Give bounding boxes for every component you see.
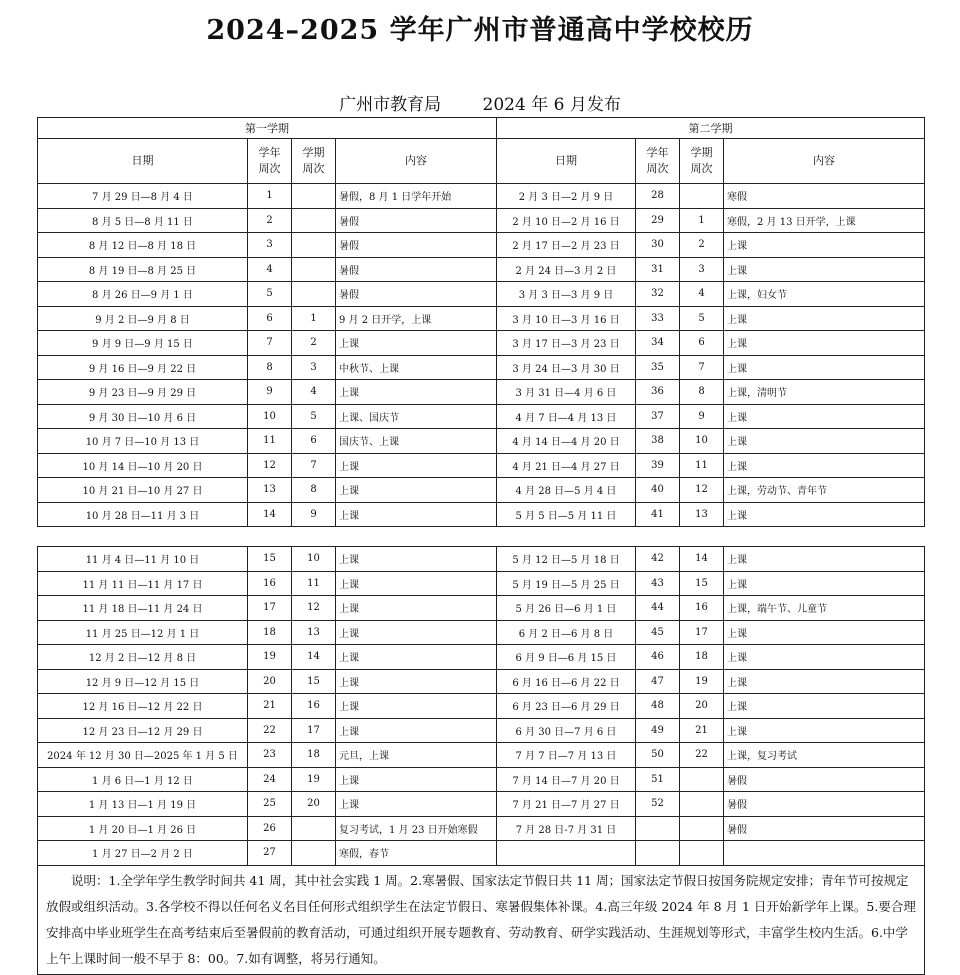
s1-date-cell: 10 月 28 日—11 月 3 日 (38, 502, 248, 527)
s1-content-cell: 暑假 (336, 233, 497, 258)
s2-content-cell: 上课 (724, 331, 925, 356)
s1-term-week-cell: 12 (292, 596, 336, 621)
s1-content-cell: 上课 (336, 792, 497, 817)
s1-term-week-cell: 5 (292, 404, 336, 429)
s1-content-cell: 暑假，8 月 1 日学年开始 (336, 184, 497, 209)
s2-year-week-cell: 51 (636, 767, 680, 792)
s1-year-week-cell: 26 (248, 816, 292, 841)
s2-date-cell: 6 月 30 日—7 月 6 日 (497, 718, 636, 743)
s2-year-week-cell (636, 816, 680, 841)
s2-year-week-cell: 31 (636, 257, 680, 282)
s2-content-cell: 上课 (724, 453, 925, 478)
table-row (38, 355, 925, 380)
s1-term-week-cell: 11 (292, 571, 336, 596)
s2-date-cell: 3 月 24 日—3 月 30 日 (497, 355, 636, 380)
s2-date-cell: 2 月 10 日—2 月 16 日 (497, 208, 636, 233)
s1-date-cell: 9 月 16 日—9 月 22 日 (38, 355, 248, 380)
s2-content-cell (724, 841, 925, 866)
s1-date-cell: 11 月 18 日—11 月 24 日 (38, 596, 248, 621)
s2-date-cell: 4 月 14 日—4 月 20 日 (497, 429, 636, 454)
s2-content-cell: 暑假 (724, 792, 925, 817)
s2-year-week-cell: 44 (636, 596, 680, 621)
s2-content-cell: 上课 (724, 257, 925, 282)
s1-year-week-cell: 7 (248, 331, 292, 356)
s2-date-cell: 2 月 17 日—2 月 23 日 (497, 233, 636, 258)
s2-content-cell: 上课 (724, 306, 925, 331)
s2-date-cell: 3 月 10 日—3 月 16 日 (497, 306, 636, 331)
s2-year-week-cell: 33 (636, 306, 680, 331)
semester-1-header: 第一学期 (38, 118, 497, 139)
s1-term-week-cell: 1 (292, 306, 336, 331)
s1-year-week-cell: 27 (248, 841, 292, 866)
s1-term-week-cell (292, 184, 336, 209)
s1-term-week-cell: 7 (292, 453, 336, 478)
s1-year-week-cell: 10 (248, 404, 292, 429)
s1-content-cell: 上课 (336, 331, 497, 356)
s1-year-week-cell: 17 (248, 596, 292, 621)
s1-content-cell: 上课 (336, 478, 497, 503)
s1-content-cell: 上课 (336, 645, 497, 670)
s1-year-week-cell: 18 (248, 620, 292, 645)
s2-term-week-cell: 19 (680, 669, 724, 694)
s2-term-week-cell (680, 792, 724, 817)
s1-term-week-cell: 6 (292, 429, 336, 454)
s2-term-week-cell (680, 816, 724, 841)
s2-date-cell (497, 841, 636, 866)
s1-content-cell: 上课 (336, 596, 497, 621)
s2-date-cell: 5 月 12 日—5 月 18 日 (497, 547, 636, 572)
s1-year-week-cell: 13 (248, 478, 292, 503)
s1-content-cell: 上课 (336, 718, 497, 743)
s2-content-cell: 上课 (724, 355, 925, 380)
s2-year-week-cell: 43 (636, 571, 680, 596)
s1-date-cell: 12 月 2 日—12 月 8 日 (38, 645, 248, 670)
s1-date-cell: 2024 年 12 月 30 日—2025 年 1 月 5 日 (38, 743, 248, 768)
s2-year-week-cell: 34 (636, 331, 680, 356)
s2-content-cell: 上课 (724, 718, 925, 743)
s1-year-week-cell: 16 (248, 571, 292, 596)
table-row (38, 502, 925, 527)
s2-date-cell: 6 月 9 日—6 月 15 日 (497, 645, 636, 670)
s1-year-week-cell: 5 (248, 282, 292, 307)
s2-term-week-cell: 1 (680, 208, 724, 233)
s1-year-week-cell: 15 (248, 547, 292, 572)
s2-content-cell: 上课 (724, 547, 925, 572)
s1-date-cell: 11 月 25 日—12 月 1 日 (38, 620, 248, 645)
s2-date-cell: 6 月 23 日—6 月 29 日 (497, 694, 636, 719)
s2-year-week-cell: 37 (636, 404, 680, 429)
s2-term-week-cell: 6 (680, 331, 724, 356)
s1-date-cell: 9 月 9 日—9 月 15 日 (38, 331, 248, 356)
col-year-week: 学年 周次 (248, 139, 292, 184)
s2-year-week-cell: 30 (636, 233, 680, 258)
s2-date-cell: 3 月 3 日—3 月 9 日 (497, 282, 636, 307)
s2-content-cell: 上课 (724, 669, 925, 694)
s1-term-week-cell: 9 (292, 502, 336, 527)
table-row (38, 743, 925, 768)
s1-content-cell: 上课 (336, 767, 497, 792)
s2-term-week-cell: 11 (680, 453, 724, 478)
s2-year-week-cell: 29 (636, 208, 680, 233)
s2-term-week-cell: 10 (680, 429, 724, 454)
s1-content-cell: 寒假，春节 (336, 841, 497, 866)
s2-term-week-cell: 15 (680, 571, 724, 596)
table-row (38, 669, 925, 694)
table-row (38, 453, 925, 478)
s1-date-cell: 1 月 6 日—1 月 12 日 (38, 767, 248, 792)
calendar-table-part1 (37, 117, 925, 527)
s2-term-week-cell: 7 (680, 355, 724, 380)
s2-content-cell: 暑假 (724, 816, 925, 841)
s2-year-week-cell: 28 (636, 184, 680, 209)
table-row (38, 718, 925, 743)
s1-year-week-cell: 1 (248, 184, 292, 209)
s1-term-week-cell: 3 (292, 355, 336, 380)
table-row (38, 233, 925, 258)
s1-date-cell: 8 月 5 日—8 月 11 日 (38, 208, 248, 233)
s2-year-week-cell: 41 (636, 502, 680, 527)
s2-date-cell: 5 月 26 日—6 月 1 日 (497, 596, 636, 621)
s2-date-cell: 6 月 16 日—6 月 22 日 (497, 669, 636, 694)
s1-content-cell: 上课 (336, 502, 497, 527)
s1-year-week-cell: 24 (248, 767, 292, 792)
table-row (38, 596, 925, 621)
s1-content-cell: 上课 (336, 571, 497, 596)
table-row (38, 571, 925, 596)
table-row (38, 306, 925, 331)
table-row (38, 816, 925, 841)
s1-content-cell: 暑假 (336, 282, 497, 307)
s1-date-cell: 1 月 20 日—1 月 26 日 (38, 816, 248, 841)
s1-date-cell: 8 月 26 日—9 月 1 日 (38, 282, 248, 307)
s1-year-week-cell: 23 (248, 743, 292, 768)
s2-date-cell: 5 月 19 日—5 月 25 日 (497, 571, 636, 596)
s1-year-week-cell: 4 (248, 257, 292, 282)
s1-date-cell: 8 月 19 日—8 月 25 日 (38, 257, 248, 282)
s1-term-week-cell: 2 (292, 331, 336, 356)
s2-date-cell: 6 月 2 日—6 月 8 日 (497, 620, 636, 645)
s2-term-week-cell: 5 (680, 306, 724, 331)
s1-year-week-cell: 22 (248, 718, 292, 743)
table-row (38, 208, 925, 233)
s1-content-cell: 暑假 (336, 257, 497, 282)
s2-date-cell: 3 月 17 日—3 月 23 日 (497, 331, 636, 356)
s2-year-week-cell: 47 (636, 669, 680, 694)
s2-content-cell: 上课 (724, 620, 925, 645)
s1-term-week-cell: 17 (292, 718, 336, 743)
col-content: 内容 (336, 139, 497, 184)
table-row (38, 380, 925, 405)
s1-content-cell: 暑假 (336, 208, 497, 233)
s2-content-cell: 上课 (724, 404, 925, 429)
s1-date-cell: 11 月 11 日—11 月 17 日 (38, 571, 248, 596)
s1-date-cell: 12 月 16 日—12 月 22 日 (38, 694, 248, 719)
s2-content-cell: 上课，劳动节、青年节 (724, 478, 925, 503)
s1-content-cell: 上课 (336, 453, 497, 478)
col-content: 内容 (724, 139, 925, 184)
s2-term-week-cell: 18 (680, 645, 724, 670)
s2-term-week-cell: 12 (680, 478, 724, 503)
s1-date-cell: 12 月 23 日—12 月 29 日 (38, 718, 248, 743)
s2-content-cell: 寒假，2 月 13 日开学，上课 (724, 208, 925, 233)
table-row (38, 257, 925, 282)
s2-date-cell: 5 月 5 日—5 月 11 日 (497, 502, 636, 527)
publisher: 广州市教育局 (339, 95, 442, 115)
calendar-table-part2 (37, 546, 925, 975)
s1-year-week-cell: 11 (248, 429, 292, 454)
s1-date-cell: 10 月 21 日—10 月 27 日 (38, 478, 248, 503)
table-row (38, 331, 925, 356)
s1-term-week-cell: 8 (292, 478, 336, 503)
page-title: 2024–2025 学年广州市普通高中学校校历 (206, 15, 754, 46)
s2-year-week-cell: 49 (636, 718, 680, 743)
s1-content-cell: 上课 (336, 547, 497, 572)
s1-term-week-cell (292, 816, 336, 841)
s2-term-week-cell: 9 (680, 404, 724, 429)
s2-term-week-cell: 4 (680, 282, 724, 307)
s1-term-week-cell (292, 282, 336, 307)
s2-year-week-cell: 38 (636, 429, 680, 454)
s1-content-cell: 复习考试，1 月 23 日开始寒假 (336, 816, 497, 841)
s2-year-week-cell: 42 (636, 547, 680, 572)
s2-year-week-cell: 36 (636, 380, 680, 405)
table-row (38, 792, 925, 817)
table-row (38, 547, 925, 572)
s2-term-week-cell (680, 841, 724, 866)
s1-date-cell: 8 月 12 日—8 月 18 日 (38, 233, 248, 258)
s1-term-week-cell: 16 (292, 694, 336, 719)
s2-date-cell: 4 月 21 日—4 月 27 日 (497, 453, 636, 478)
s1-content-cell: 国庆节、上课 (336, 429, 497, 454)
s1-term-week-cell (292, 208, 336, 233)
s2-content-cell: 上课，端午节、儿童节 (724, 596, 925, 621)
s1-content-cell: 中秋节、上课 (336, 355, 497, 380)
s2-year-week-cell: 50 (636, 743, 680, 768)
s2-year-week-cell: 35 (636, 355, 680, 380)
col-term-week: 学期 周次 (680, 139, 724, 184)
table-row (38, 645, 925, 670)
s2-content-cell: 上课 (724, 429, 925, 454)
s2-term-week-cell: 8 (680, 380, 724, 405)
s1-year-week-cell: 12 (248, 453, 292, 478)
s2-year-week-cell: 46 (636, 645, 680, 670)
table-row (38, 841, 925, 866)
s1-year-week-cell: 25 (248, 792, 292, 817)
s2-term-week-cell: 14 (680, 547, 724, 572)
s2-term-week-cell: 21 (680, 718, 724, 743)
col-term-week: 学期 周次 (292, 139, 336, 184)
s1-date-cell: 10 月 7 日—10 月 13 日 (38, 429, 248, 454)
s1-year-week-cell: 2 (248, 208, 292, 233)
s2-year-week-cell: 48 (636, 694, 680, 719)
table-row (38, 282, 925, 307)
s2-content-cell: 上课，妇女节 (724, 282, 925, 307)
s2-content-cell: 上课 (724, 233, 925, 258)
col-date: 日期 (38, 139, 248, 184)
s1-content-cell: 上课、国庆节 (336, 404, 497, 429)
s1-term-week-cell: 15 (292, 669, 336, 694)
s1-content-cell: 上课 (336, 669, 497, 694)
s2-date-cell: 2 月 24 日—3 月 2 日 (497, 257, 636, 282)
s2-term-week-cell: 20 (680, 694, 724, 719)
notes: 说明：1.全学年学生教学时间共 41 周，其中社会实践 1 周。2.寒暑假、国家法定节假日共 11 周；国家法定节假日按国务院规定安排；青年节可按规定放假或组织活动。3.各学校不得以任何名义名目任何形式组织学生在法定节假日、寒暑假集体补课。4.高三年级 2024 年 8 月 1 日开始新学年上课。5.要合理安排高中毕业班学生在高考结束后至暑假前的教育活动，可通过组织开展专题教育、劳动教育、研学实践活动、生涯规划等形式，丰富学生校内生活。6.中学上午上课时间一般不早于 8：00。7.如有调整，将另行通知。 (38, 865, 925, 974)
s1-date-cell: 9 月 30 日—10 月 6 日 (38, 404, 248, 429)
table-row (38, 429, 925, 454)
s2-term-week-cell: 16 (680, 596, 724, 621)
table-row (38, 478, 925, 503)
table-row (38, 184, 925, 209)
s1-term-week-cell (292, 233, 336, 258)
s1-term-week-cell (292, 841, 336, 866)
s2-term-week-cell: 22 (680, 743, 724, 768)
s1-term-week-cell (292, 257, 336, 282)
s2-content-cell: 上课 (724, 502, 925, 527)
s2-date-cell: 7 月 28 日-7 月 31 日 (497, 816, 636, 841)
s2-term-week-cell: 3 (680, 257, 724, 282)
s2-date-cell: 3 月 31 日—4 月 6 日 (497, 380, 636, 405)
s1-year-week-cell: 20 (248, 669, 292, 694)
s1-date-cell: 9 月 2 日—9 月 8 日 (38, 306, 248, 331)
s1-date-cell: 9 月 23 日—9 月 29 日 (38, 380, 248, 405)
s2-date-cell: 4 月 28 日—5 月 4 日 (497, 478, 636, 503)
s2-date-cell: 7 月 21 日—7 月 27 日 (497, 792, 636, 817)
s1-term-week-cell: 18 (292, 743, 336, 768)
s2-date-cell: 2 月 3 日—2 月 9 日 (497, 184, 636, 209)
s2-year-week-cell: 40 (636, 478, 680, 503)
table-row (38, 767, 925, 792)
s2-content-cell: 上课 (724, 571, 925, 596)
s2-content-cell: 寒假 (724, 184, 925, 209)
s1-date-cell: 10 月 14 日—10 月 20 日 (38, 453, 248, 478)
col-year-week: 学年 周次 (636, 139, 680, 184)
s2-year-week-cell (636, 841, 680, 866)
s2-year-week-cell: 39 (636, 453, 680, 478)
s2-date-cell: 7 月 14 日—7 月 20 日 (497, 767, 636, 792)
s1-term-week-cell: 4 (292, 380, 336, 405)
publish-date: 2024 年 6 月发布 (482, 95, 621, 115)
s1-year-week-cell: 8 (248, 355, 292, 380)
s2-year-week-cell: 32 (636, 282, 680, 307)
s2-term-week-cell (680, 184, 724, 209)
s2-term-week-cell: 17 (680, 620, 724, 645)
s2-year-week-cell: 45 (636, 620, 680, 645)
s1-date-cell: 7 月 29 日—8 月 4 日 (38, 184, 248, 209)
table-row (38, 404, 925, 429)
s2-content-cell: 上课，复习考试 (724, 743, 925, 768)
s1-year-week-cell: 6 (248, 306, 292, 331)
s2-year-week-cell: 52 (636, 792, 680, 817)
s2-term-week-cell: 13 (680, 502, 724, 527)
s1-term-week-cell: 19 (292, 767, 336, 792)
s1-year-week-cell: 9 (248, 380, 292, 405)
s1-date-cell: 1 月 27 日—2 月 2 日 (38, 841, 248, 866)
s2-term-week-cell: 2 (680, 233, 724, 258)
col-date: 日期 (497, 139, 636, 184)
s1-content-cell: 上课 (336, 380, 497, 405)
s1-date-cell: 1 月 13 日—1 月 19 日 (38, 792, 248, 817)
s1-year-week-cell: 3 (248, 233, 292, 258)
s1-term-week-cell: 10 (292, 547, 336, 572)
s2-content-cell: 上课 (724, 645, 925, 670)
s1-year-week-cell: 21 (248, 694, 292, 719)
s2-content-cell: 上课，清明节 (724, 380, 925, 405)
s1-term-week-cell: 20 (292, 792, 336, 817)
table-row (38, 694, 925, 719)
s1-date-cell: 11 月 4 日—11 月 10 日 (38, 547, 248, 572)
s2-content-cell: 暑假 (724, 767, 925, 792)
s1-date-cell: 12 月 9 日—12 月 15 日 (38, 669, 248, 694)
page-subtitle (0, 90, 960, 115)
s1-term-week-cell: 14 (292, 645, 336, 670)
s2-date-cell: 4 月 7 日—4 月 13 日 (497, 404, 636, 429)
s2-content-cell: 上课 (724, 694, 925, 719)
s1-content-cell: 上课 (336, 620, 497, 645)
s1-content-cell: 上课 (336, 694, 497, 719)
s1-content-cell: 9 月 2 日开学，上课 (336, 306, 497, 331)
semester-2-header: 第二学期 (497, 118, 925, 139)
s1-term-week-cell: 13 (292, 620, 336, 645)
s2-date-cell: 7 月 7 日—7 月 13 日 (497, 743, 636, 768)
s2-term-week-cell (680, 767, 724, 792)
s1-content-cell: 元旦，上课 (336, 743, 497, 768)
s1-year-week-cell: 14 (248, 502, 292, 527)
table-row (38, 620, 925, 645)
s1-year-week-cell: 19 (248, 645, 292, 670)
